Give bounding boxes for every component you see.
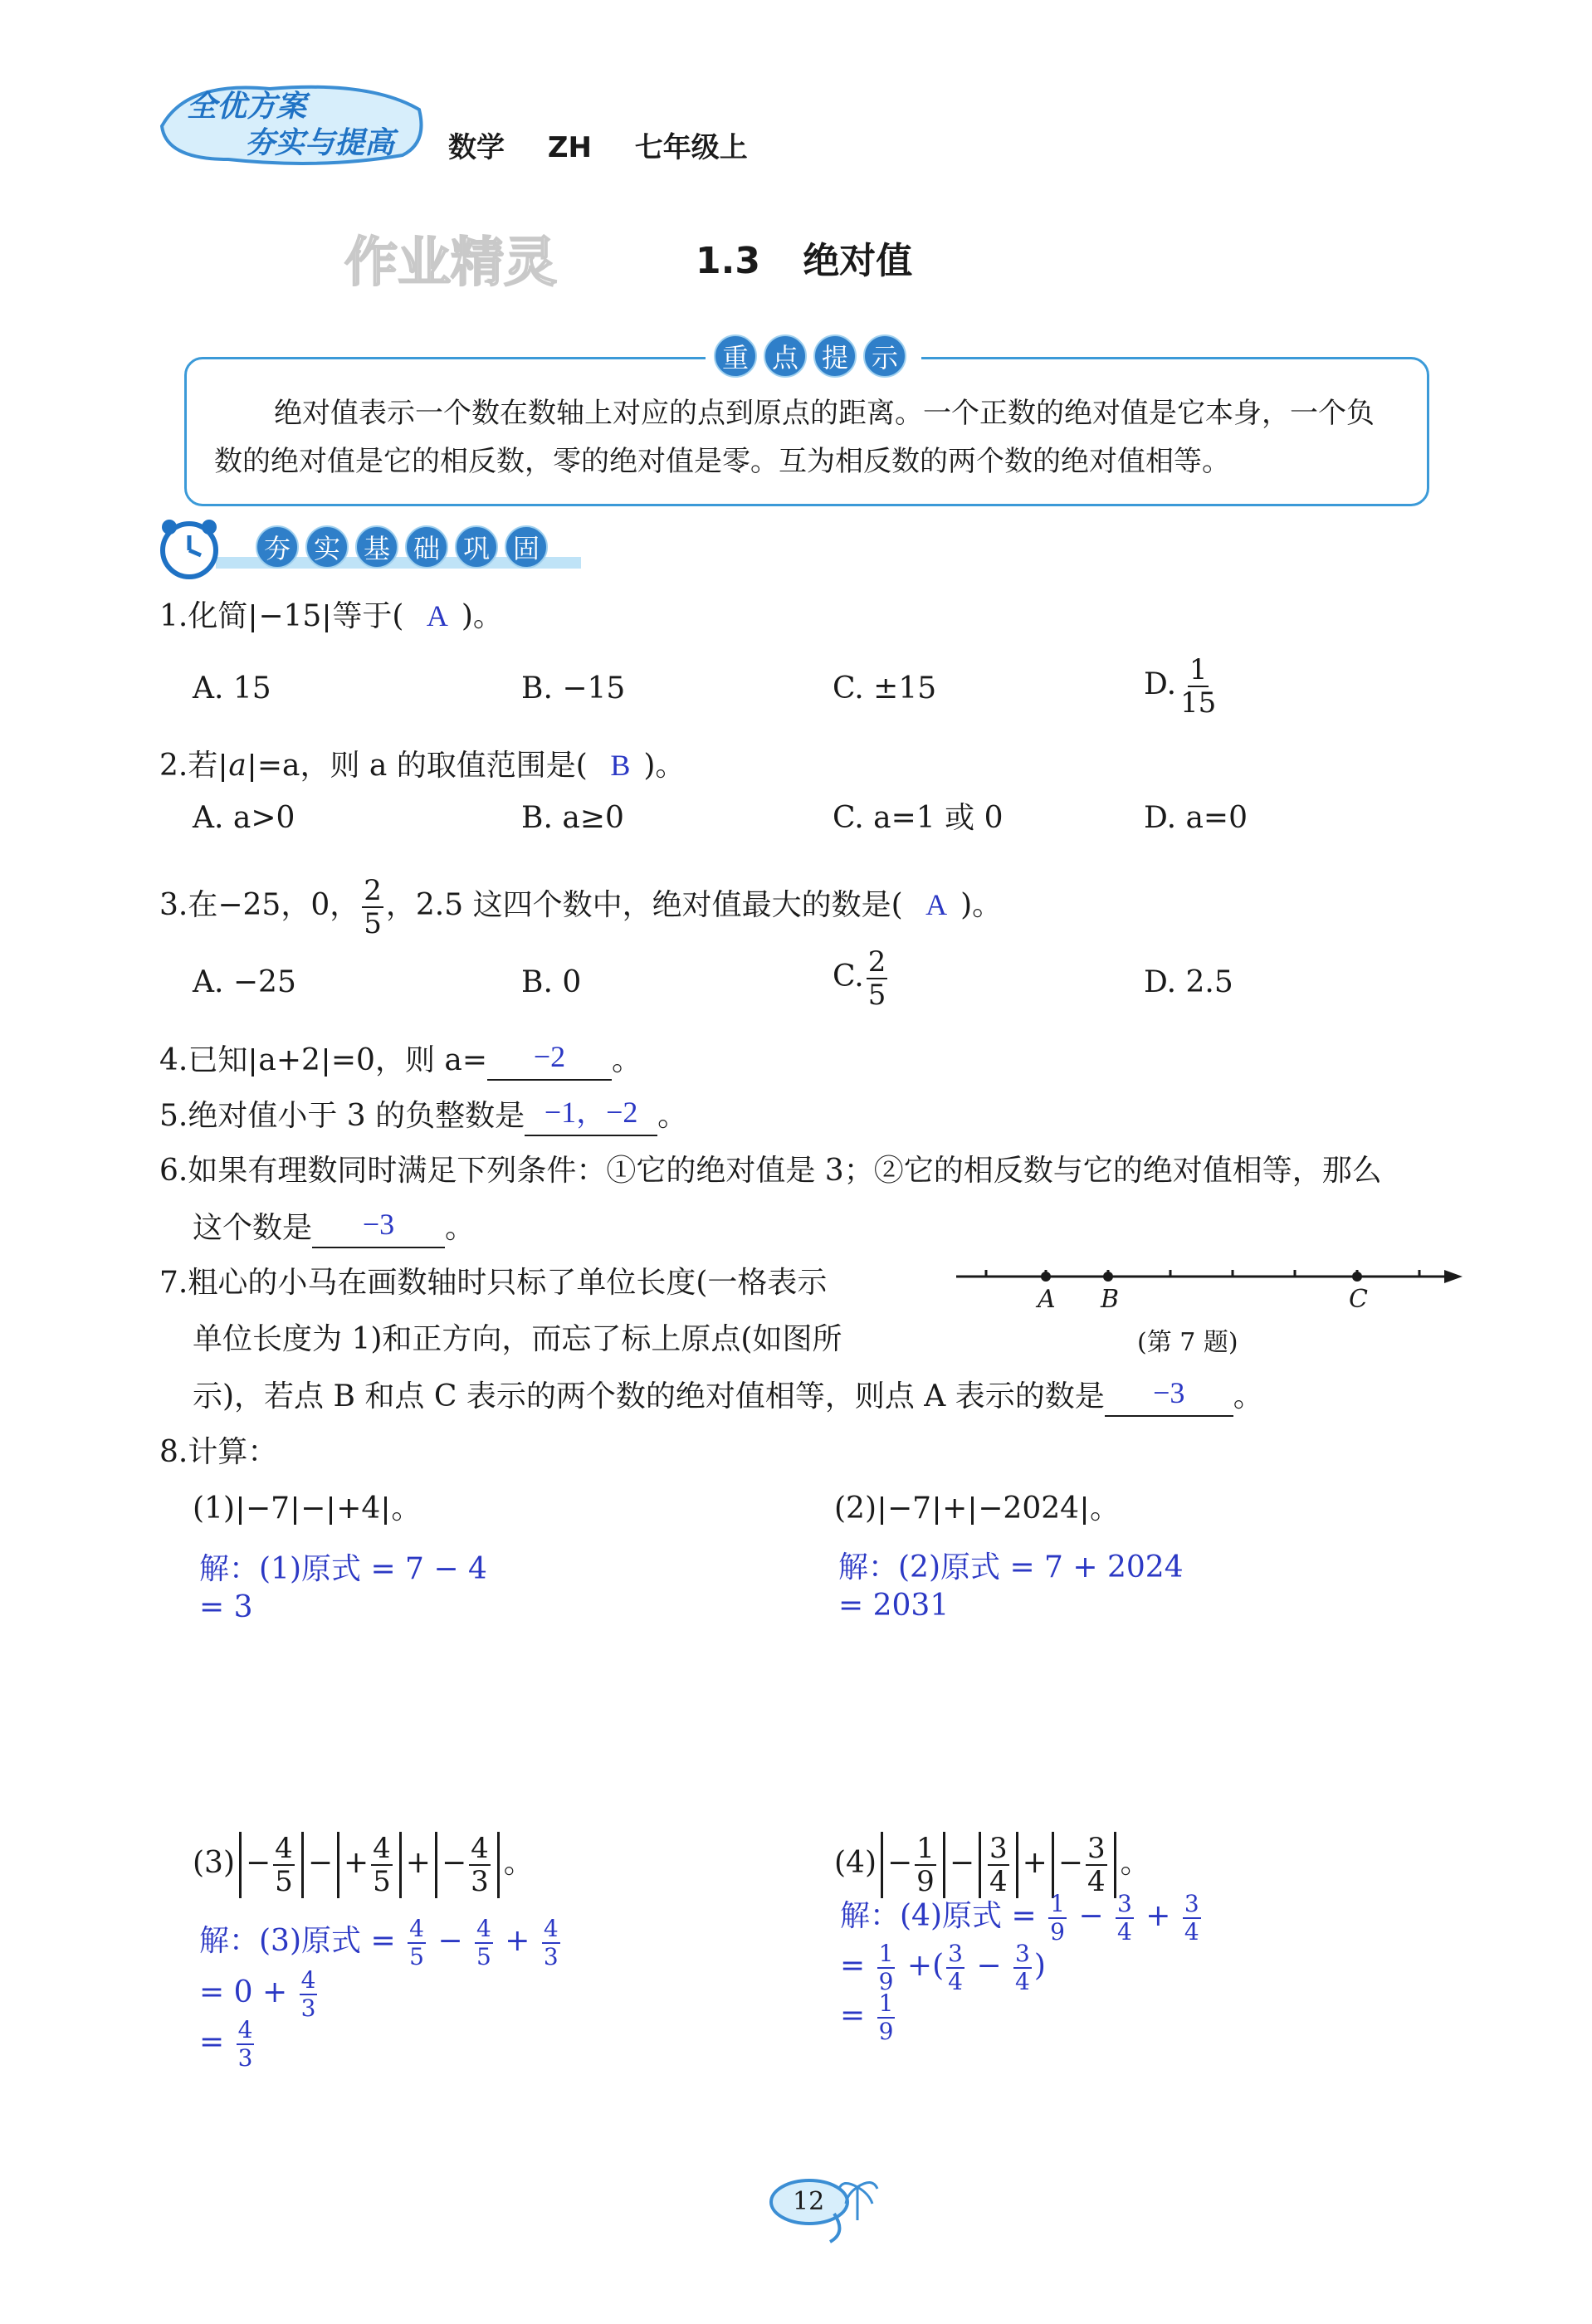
sol-text: = bbox=[199, 2025, 225, 2059]
fraction bbox=[273, 1834, 295, 1896]
fraction bbox=[877, 1992, 896, 2043]
numerator: 3 bbox=[1015, 1940, 1030, 1967]
denominator: 5 bbox=[364, 907, 382, 940]
sol-prefix: 解：(3)原式 = bbox=[199, 1924, 396, 1958]
subject: 数学 bbox=[448, 131, 505, 164]
numerator: 1 bbox=[878, 1940, 894, 1967]
point-a-label: A bbox=[1038, 1285, 1056, 1314]
practice-char: 巩 bbox=[455, 525, 498, 569]
q3-c-label: C. bbox=[833, 959, 864, 994]
operator: + bbox=[942, 1492, 968, 1526]
denominator: 4 bbox=[1184, 1918, 1199, 1946]
q8-part1 bbox=[193, 1491, 421, 1527]
q1-d-label: D. bbox=[1144, 667, 1177, 701]
fraction bbox=[371, 1834, 393, 1896]
operator: + bbox=[405, 1846, 431, 1880]
abs-bar bbox=[251, 754, 253, 782]
page-badge-bg bbox=[759, 2170, 892, 2245]
fraction bbox=[237, 2016, 255, 2072]
q2-var: a bbox=[228, 749, 247, 783]
q6-end: 。 bbox=[445, 1211, 476, 1245]
p3-solution-line1 bbox=[199, 1917, 563, 1969]
abs-bar bbox=[301, 1832, 304, 1898]
abs-bar bbox=[1052, 1832, 1054, 1898]
practice-banner bbox=[158, 519, 589, 582]
operator: − bbox=[1078, 1899, 1104, 1933]
q1-option-b: B. −15 bbox=[521, 671, 626, 706]
q3-suffix: ，2.5 这四个数中，绝对值最大的数是( bbox=[385, 888, 903, 922]
abs-bar bbox=[294, 1496, 296, 1525]
abs-bar bbox=[435, 1832, 437, 1898]
operator: + bbox=[1145, 1899, 1171, 1933]
page-number-badge bbox=[759, 2170, 892, 2245]
q6-answer: −3 bbox=[362, 1208, 395, 1241]
abs-bar bbox=[222, 754, 224, 782]
fraction bbox=[362, 876, 383, 938]
q3-option-c bbox=[833, 945, 890, 1012]
practice-char: 实 bbox=[305, 525, 349, 569]
q2-end: )。 bbox=[643, 749, 686, 783]
q4-answer: −2 bbox=[533, 1040, 566, 1073]
sol-prefix: 解：(4)原式 = bbox=[840, 1899, 1037, 1933]
sign: − bbox=[1057, 1846, 1083, 1880]
p1-solution-line2: = 3 bbox=[199, 1590, 253, 1624]
abs-bar bbox=[497, 1832, 500, 1898]
numerator: 4 bbox=[543, 1915, 559, 1942]
figure-caption: (第 7 题) bbox=[1137, 1328, 1238, 1357]
fraction bbox=[988, 1834, 1009, 1896]
sol-text: = bbox=[840, 1949, 866, 1983]
numerator: 1 bbox=[878, 1990, 894, 2017]
fraction bbox=[1179, 653, 1218, 720]
q2-mid: =a，则 a 的取值范围是( bbox=[256, 749, 588, 783]
q2-prefix: 2.若 bbox=[159, 749, 218, 783]
abs-bar bbox=[251, 1048, 254, 1077]
end: 。 bbox=[391, 1492, 422, 1526]
logo bbox=[154, 76, 427, 168]
key-points-line2: 数的绝对值是它的相反数，零的绝对值是零。互为相反数的两个数的绝对值相等。 bbox=[214, 445, 1230, 478]
paren-open: ( bbox=[932, 1949, 945, 1983]
practice-char: 固 bbox=[505, 525, 548, 569]
fraction bbox=[542, 1917, 560, 1969]
fraction bbox=[1086, 1834, 1107, 1896]
operator: + bbox=[1022, 1846, 1047, 1880]
denominator: 3 bbox=[237, 2044, 253, 2072]
end: 。 bbox=[1120, 1846, 1150, 1880]
numerator: 3 bbox=[989, 1832, 1008, 1865]
q7-answer: −3 bbox=[1153, 1376, 1185, 1409]
edition: ZH bbox=[547, 131, 592, 164]
abs-bar bbox=[384, 1496, 387, 1525]
denominator: 9 bbox=[916, 1865, 935, 1898]
fraction bbox=[946, 1942, 964, 1994]
q1-expr: −15 bbox=[258, 599, 322, 633]
q4-blank bbox=[487, 1042, 612, 1081]
point-c-label: C bbox=[1349, 1285, 1368, 1314]
numerator: 4 bbox=[300, 1966, 316, 1994]
numerator: 2 bbox=[867, 945, 886, 979]
fraction bbox=[1116, 1892, 1134, 1944]
q3-option-a: A. −25 bbox=[193, 965, 296, 999]
abs-bar bbox=[1114, 1832, 1116, 1898]
numerator: 3 bbox=[948, 1940, 963, 1967]
numerator: 3 bbox=[1116, 1890, 1132, 1917]
operator: − bbox=[437, 1924, 463, 1958]
numerator: 4 bbox=[476, 1915, 491, 1942]
page-number: 12 bbox=[793, 2187, 825, 2216]
part-label: (1) bbox=[193, 1492, 235, 1526]
term: −2024 bbox=[978, 1492, 1080, 1526]
question-2 bbox=[159, 747, 685, 784]
part-label: (4) bbox=[834, 1846, 877, 1880]
part-label: (3) bbox=[193, 1846, 235, 1880]
denominator: 9 bbox=[878, 2018, 894, 2045]
practice-char: 础 bbox=[405, 525, 448, 569]
p4-solution-line3 bbox=[840, 1992, 897, 2043]
fraction bbox=[1013, 1942, 1032, 1994]
sign: + bbox=[343, 1846, 369, 1880]
abs-bar bbox=[1083, 1496, 1086, 1525]
abs-bar bbox=[979, 1832, 981, 1898]
denominator: 5 bbox=[476, 1943, 491, 1970]
grade: 七年级上 bbox=[634, 131, 748, 164]
abs-bar bbox=[251, 604, 254, 632]
q3-answer: A bbox=[925, 888, 948, 921]
question-7-line3 bbox=[193, 1378, 1263, 1417]
numerator: 4 bbox=[237, 2016, 253, 2043]
abs-bar bbox=[1016, 1832, 1018, 1898]
p4-solution-line2 bbox=[840, 1942, 1046, 1994]
q3-option-d: D. 2.5 bbox=[1144, 965, 1233, 999]
q1-prefix: 1.化简 bbox=[159, 599, 248, 633]
numerator: 3 bbox=[1087, 1832, 1106, 1865]
q1-suffix: 等于( bbox=[332, 599, 404, 633]
question-6-line1: 6.如果有理数同时满足下列条件：①它的绝对值是 3；②它的相反数与它的绝对值相等，那么 bbox=[159, 1154, 1382, 1188]
abs-bar bbox=[943, 1832, 945, 1898]
q1-option-c: C. ±15 bbox=[833, 671, 937, 706]
numerator: 4 bbox=[471, 1832, 489, 1865]
q7-end: 。 bbox=[1233, 1379, 1263, 1413]
denominator: 4 bbox=[948, 1968, 963, 1995]
q1-end: )。 bbox=[461, 599, 503, 633]
q1-answer: A bbox=[426, 599, 448, 632]
abs-bar bbox=[239, 1832, 242, 1898]
fraction bbox=[475, 1917, 493, 1969]
sol-text: = bbox=[840, 1999, 866, 2033]
q4-end: 。 bbox=[612, 1043, 642, 1077]
question-5 bbox=[159, 1097, 687, 1136]
plus: + bbox=[906, 1949, 933, 1983]
denominator: 4 bbox=[1015, 1968, 1030, 1995]
question-4 bbox=[159, 1042, 642, 1081]
point-b-dot bbox=[1103, 1272, 1113, 1282]
numerator: 4 bbox=[275, 1832, 293, 1865]
q8-part4 bbox=[834, 1826, 1150, 1901]
q4-expr: a+2 bbox=[258, 1043, 320, 1077]
denominator: 3 bbox=[471, 1865, 489, 1898]
end: 。 bbox=[1090, 1492, 1121, 1526]
denominator: 5 bbox=[409, 1943, 424, 1970]
q2-option-c: C. a=1 或 0 bbox=[833, 801, 1004, 835]
p2-solution-line1: 解：(2)原式 = 7 + 2024 bbox=[838, 1550, 1184, 1584]
abs-bar bbox=[337, 1832, 339, 1898]
term: +4 bbox=[336, 1492, 381, 1526]
question-3 bbox=[159, 872, 1002, 939]
fraction bbox=[300, 1966, 318, 2022]
q5-prefix: 5.绝对值小于 3 的负整数是 bbox=[159, 1099, 525, 1133]
key-points-char: 提 bbox=[813, 334, 857, 378]
fraction bbox=[1048, 1892, 1067, 1944]
section-name: 绝对值 bbox=[803, 240, 913, 282]
q5-end: 。 bbox=[657, 1099, 688, 1133]
numerator: 2 bbox=[364, 874, 382, 907]
p1-solution-line1: 解：(1)原式 = 7 − 4 bbox=[199, 1552, 487, 1586]
sol-text: = 0 + bbox=[199, 1975, 288, 2009]
denominator: 5 bbox=[275, 1865, 293, 1898]
q2-answer: B bbox=[610, 749, 631, 782]
denominator: 5 bbox=[373, 1865, 391, 1898]
number-line-figure bbox=[955, 1262, 1469, 1357]
point-a-dot bbox=[1041, 1272, 1051, 1282]
key-points-char: 点 bbox=[764, 334, 807, 378]
p3-solution-line2 bbox=[199, 1966, 320, 2022]
abs-bar bbox=[325, 604, 328, 632]
numerator: 1 bbox=[916, 1832, 935, 1865]
abs-bar bbox=[325, 1048, 327, 1077]
denominator: 4 bbox=[989, 1865, 1008, 1898]
q5-answer: −1，−2 bbox=[544, 1096, 638, 1129]
q4-prefix: 4.已知 bbox=[159, 1043, 248, 1077]
practice-char: 基 bbox=[355, 525, 398, 569]
denominator: 3 bbox=[543, 1943, 559, 1970]
q7-prefix: 示)，若点 B 和点 C 表示的两个数的绝对值相等，则点 A 表示的数是 bbox=[193, 1379, 1105, 1413]
p2-solution-line2: = 2031 bbox=[838, 1589, 950, 1623]
key-points-box bbox=[184, 357, 1429, 506]
term: −7 bbox=[887, 1492, 932, 1526]
denominator: 9 bbox=[1050, 1918, 1065, 1946]
logo-text-bottom: 夯实与提高 bbox=[245, 126, 395, 160]
p4-solution-line1 bbox=[840, 1892, 1204, 1944]
q6-prefix: 这个数是 bbox=[193, 1211, 313, 1245]
abs-bar bbox=[971, 1496, 974, 1525]
question-1 bbox=[159, 598, 503, 635]
denominator: 5 bbox=[867, 979, 886, 1012]
key-points-char: 重 bbox=[714, 334, 757, 378]
point-c-dot bbox=[1352, 1272, 1362, 1282]
practice-label bbox=[256, 525, 554, 569]
logo-text-top: 全优方案 bbox=[187, 90, 307, 124]
q5-blank bbox=[525, 1097, 657, 1136]
question-7-line1: 7.粗心的小马在画数轴时只标了单位长度(一格表示 bbox=[159, 1266, 828, 1300]
operator: − bbox=[976, 1949, 1002, 1983]
question-7-line2: 单位长度为 1)和正方向，而忘了标上原点(如图所 bbox=[193, 1322, 842, 1356]
denominator: 3 bbox=[300, 1994, 316, 2022]
numerator: 3 bbox=[1184, 1890, 1199, 1917]
q3-prefix: 3.在−25，0， bbox=[159, 888, 360, 922]
point-b-label: B bbox=[1101, 1285, 1120, 1314]
section-title bbox=[696, 231, 912, 284]
watermark: 作业精灵 bbox=[344, 232, 557, 294]
abs-bar bbox=[330, 1496, 332, 1525]
fraction bbox=[469, 1834, 491, 1896]
paren-close: ) bbox=[1033, 1949, 1046, 1983]
header-subject bbox=[448, 124, 748, 165]
end: 。 bbox=[503, 1846, 534, 1880]
abs-bar bbox=[881, 1496, 883, 1525]
q2-option-b: B. a≥0 bbox=[521, 801, 624, 835]
q8-part2 bbox=[834, 1491, 1120, 1527]
q4-mid: =0，则 a= bbox=[330, 1043, 488, 1077]
abs-bar bbox=[239, 1496, 242, 1525]
p3-solution-line3 bbox=[199, 2016, 256, 2072]
section-number: 1.3 bbox=[696, 240, 760, 282]
q2-option-a: A. a>0 bbox=[193, 801, 295, 835]
operator: + bbox=[505, 1924, 530, 1958]
numerator: 4 bbox=[373, 1832, 391, 1865]
fraction bbox=[1183, 1892, 1201, 1944]
question-6-line2 bbox=[193, 1209, 475, 1248]
denominator: 4 bbox=[1116, 1918, 1132, 1946]
denominator: 4 bbox=[1087, 1865, 1106, 1898]
operator: − bbox=[949, 1846, 974, 1880]
q7-blank bbox=[1105, 1378, 1233, 1417]
abs-bar bbox=[935, 1496, 938, 1525]
operator: − bbox=[300, 1492, 326, 1526]
q3-end: )。 bbox=[960, 888, 1003, 922]
abs-bar bbox=[399, 1832, 402, 1898]
part-label: (2) bbox=[834, 1492, 877, 1526]
fraction bbox=[877, 1942, 896, 1994]
sign: − bbox=[246, 1846, 271, 1880]
practice-char: 夯 bbox=[256, 525, 299, 569]
question-8: 8.计算： bbox=[159, 1435, 278, 1469]
key-points-char: 示 bbox=[863, 334, 906, 378]
q1-option-d bbox=[1144, 653, 1220, 720]
operator: − bbox=[307, 1846, 333, 1880]
fraction bbox=[408, 1917, 426, 1969]
key-points-line1: 绝对值表示一个数在数轴上对应的点到原点的距离。一个正数的绝对值是它本身，一个负 bbox=[274, 397, 1375, 430]
sign: − bbox=[441, 1846, 467, 1880]
fraction bbox=[915, 1834, 936, 1896]
denominator: 15 bbox=[1180, 686, 1217, 720]
q6-blank bbox=[312, 1209, 445, 1248]
q3-option-b: B. 0 bbox=[521, 965, 582, 999]
denominator: 9 bbox=[878, 1968, 894, 1995]
q8-part3 bbox=[193, 1826, 534, 1901]
numerator: 4 bbox=[409, 1915, 424, 1942]
sign: − bbox=[887, 1846, 913, 1880]
term: −7 bbox=[246, 1492, 291, 1526]
fraction bbox=[867, 945, 888, 1012]
abs-bar bbox=[881, 1832, 883, 1898]
q2-option-d: D. a=0 bbox=[1144, 801, 1248, 835]
key-points-label bbox=[706, 334, 921, 378]
numerator: 1 bbox=[1050, 1890, 1065, 1917]
numerator: 1 bbox=[1189, 653, 1208, 686]
q1-option-a: A. 15 bbox=[193, 671, 271, 706]
